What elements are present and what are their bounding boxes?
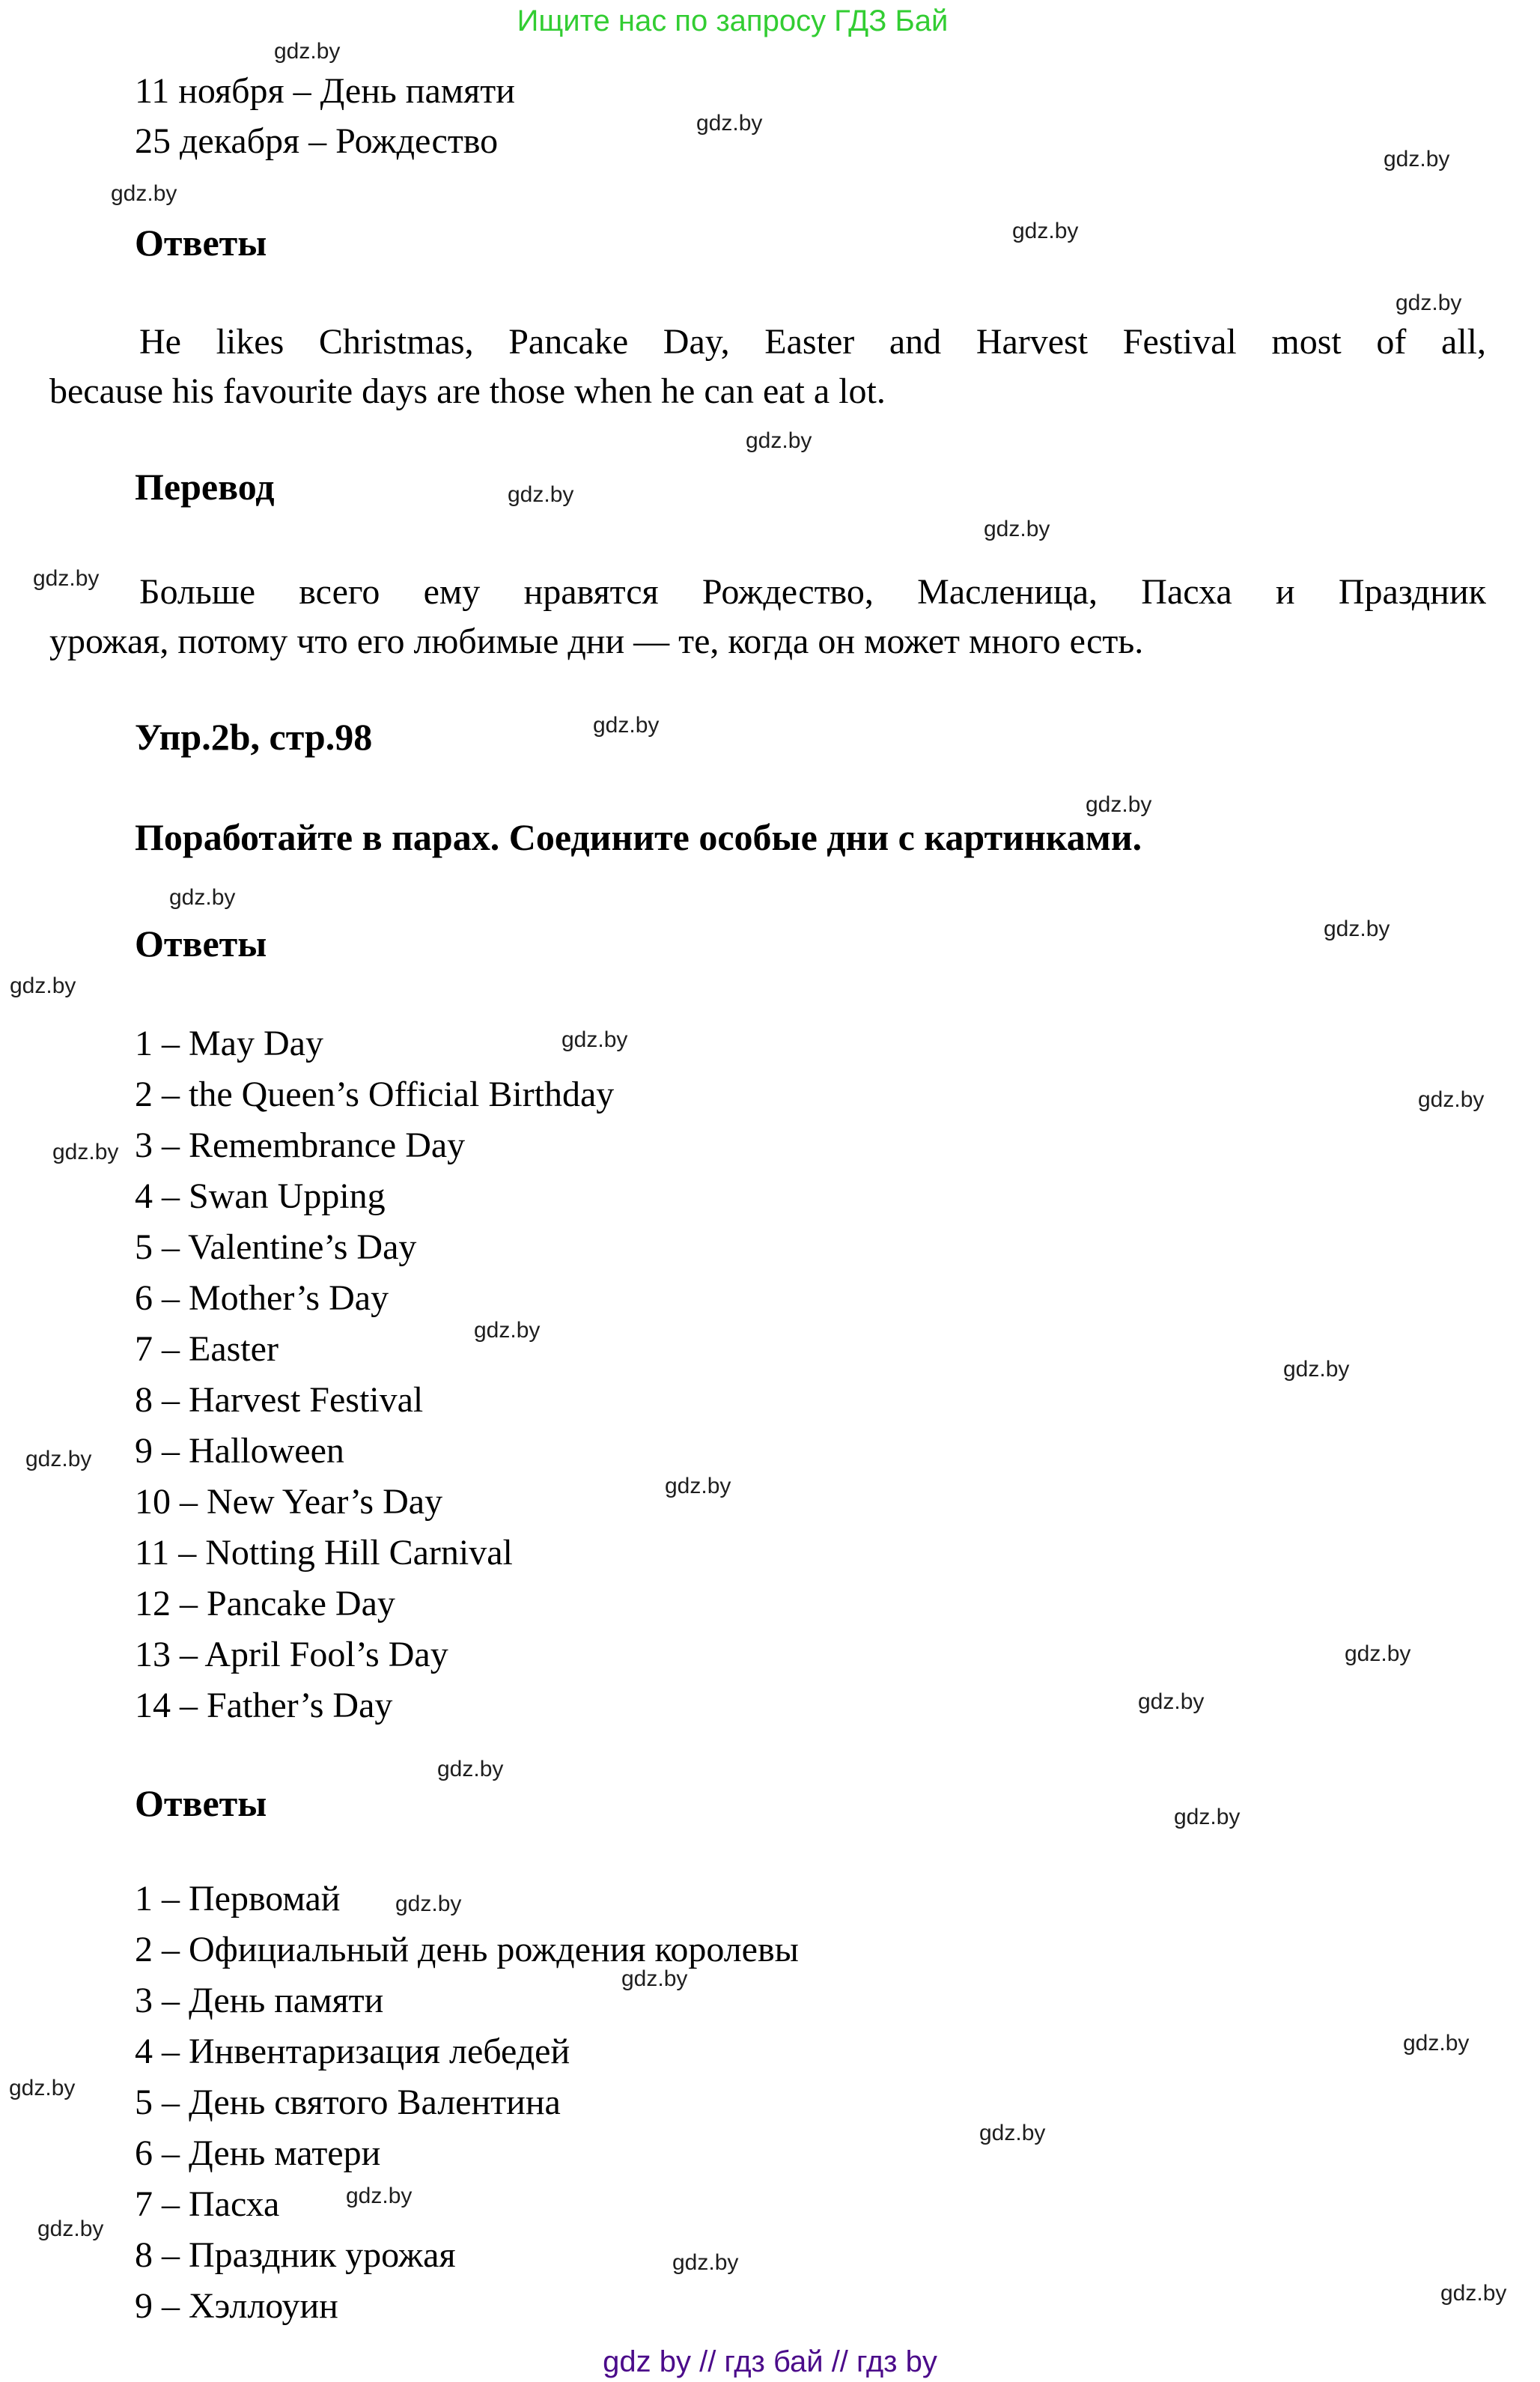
list-item: 5 – День святого Валентина (135, 2082, 561, 2122)
list-item: 8 – Праздник урожая (135, 2235, 456, 2275)
list-item: 4 – Swan Upping (135, 1176, 386, 1216)
gdz-watermark: gdz.by (1086, 792, 1152, 817)
gdz-watermark: gdz.by (9, 2076, 76, 2100)
gdz-watermark: gdz.by (25, 1447, 92, 1471)
gdz-watermark: gdz.by (52, 1140, 119, 1164)
list-item: 14 – Father’s Day (135, 1686, 393, 1725)
gdz-watermark: gdz.by (1384, 147, 1450, 171)
gdz-watermark: gdz.by (37, 2217, 104, 2241)
gdz-watermark: gdz.by (169, 885, 236, 910)
english-answer-paragraph (49, 318, 1486, 416)
translation-heading: Перевод (135, 466, 275, 508)
list-item: 1 – Первомай (135, 1879, 341, 1918)
list-item: 13 – April Fool’s Day (135, 1635, 448, 1674)
list-item: 4 – Инвентаризация лебедей (135, 2032, 570, 2071)
paragraph-line: He likes Christmas, Pancake Day, Easter and Harvest Festival most of all, (139, 322, 1486, 362)
date-line: 25 декабря – Рождество (135, 121, 499, 161)
gdz-watermark: gdz.by (696, 111, 763, 136)
answers-heading: Ответы (135, 222, 267, 264)
paragraph-line: Больше всего ему нравятся Рождество, Масленица, Пасха и Праздник (139, 572, 1486, 612)
list-item: 11 – Notting Hill Carnival (135, 1533, 513, 1573)
answers-heading: Ответы (135, 923, 267, 964)
gdz-watermark: gdz.by (593, 713, 660, 738)
gdz-watermark: gdz.by (1138, 1689, 1205, 1714)
list-item: 7 – Пасха (135, 2184, 280, 2224)
date-line: 11 ноября – День памяти (135, 71, 515, 111)
list-item: 8 – Harvest Festival (135, 1380, 424, 1420)
gdz-watermark: gdz.by (979, 2121, 1046, 2145)
list-item: 3 – День памяти (135, 1981, 384, 2020)
gdz-watermark: gdz.by (474, 1318, 541, 1343)
date-equivalents (135, 66, 515, 166)
gdz-watermark: gdz.by (274, 39, 341, 64)
paragraph-line: урожая, потому что его любимые дни — те, когда он может много есть. (49, 622, 1144, 661)
gdz-watermark: gdz.by (561, 1027, 628, 1052)
list-item: 10 – New Year’s Day (135, 1482, 443, 1522)
gdz-watermark: gdz.by (395, 1892, 462, 1916)
gdz-watermark: gdz.by (1440, 2281, 1507, 2306)
task-instruction: Поработайте в парах. Соедините особые дни с картинками. (135, 816, 1142, 858)
gdz-watermark: gdz.by (437, 1757, 504, 1781)
gdz-watermark: gdz.by (1418, 1087, 1485, 1112)
gdz-watermark: gdz.by (33, 566, 100, 591)
gdz-watermark: gdz.by (10, 973, 76, 998)
gdz-watermark: gdz.by (1174, 1805, 1241, 1829)
gdz-watermark: gdz.by (746, 428, 812, 453)
list-item: 2 – the Queen’s Official Birthday (135, 1075, 615, 1114)
gdz-watermark: gdz.by (1345, 1641, 1411, 1666)
exercise-heading: Упр.2b, стр.98 (135, 716, 373, 758)
gdz-watermark: gdz.by (665, 1474, 731, 1498)
answers-heading: Ответы (135, 1782, 267, 1824)
gdz-watermark: gdz.by (1012, 219, 1079, 243)
gdz-watermark: gdz.by (111, 181, 177, 206)
list-item: 5 – Valentine’s Day (135, 1227, 417, 1267)
list-item: 9 – Хэллоуин (135, 2286, 338, 2326)
list-item: 3 – Remembrance Day (135, 1125, 466, 1165)
list-item: 12 – Pancake Day (135, 1584, 395, 1623)
list-item: 7 – Easter (135, 1329, 279, 1369)
header-promo-text: Ищите нас по запросу ГДЗ Бай (517, 4, 949, 37)
gdz-watermark: gdz.by (1396, 291, 1462, 315)
list-item: 6 – Mother’s Day (135, 1278, 389, 1318)
english-holidays-list (135, 1018, 614, 1731)
list-item: 6 – День матери (135, 2133, 381, 2173)
gdz-watermark: gdz.by (1324, 917, 1390, 941)
footer-site-text: gdz by // гдз бай // гдз by (603, 2345, 937, 2378)
gdz-watermark: gdz.by (1403, 2031, 1470, 2056)
gdz-watermark: gdz.by (346, 2184, 413, 2208)
russian-translation-paragraph (49, 568, 1486, 666)
gdz-watermark: gdz.by (1283, 1357, 1350, 1382)
list-item: 1 – May Day (135, 1024, 323, 1063)
gdz-watermark: gdz.by (984, 517, 1050, 541)
gdz-watermark: gdz.by (508, 482, 574, 507)
list-item: 9 – Halloween (135, 1431, 344, 1471)
list-item: 2 – Официальный день рождения королевы (135, 1930, 799, 1969)
gdz-watermark: gdz.by (621, 1966, 688, 1991)
gdz-watermark: gdz.by (672, 2250, 739, 2275)
paragraph-line: because his favourite days are those when he can eat a lot. (49, 371, 886, 411)
